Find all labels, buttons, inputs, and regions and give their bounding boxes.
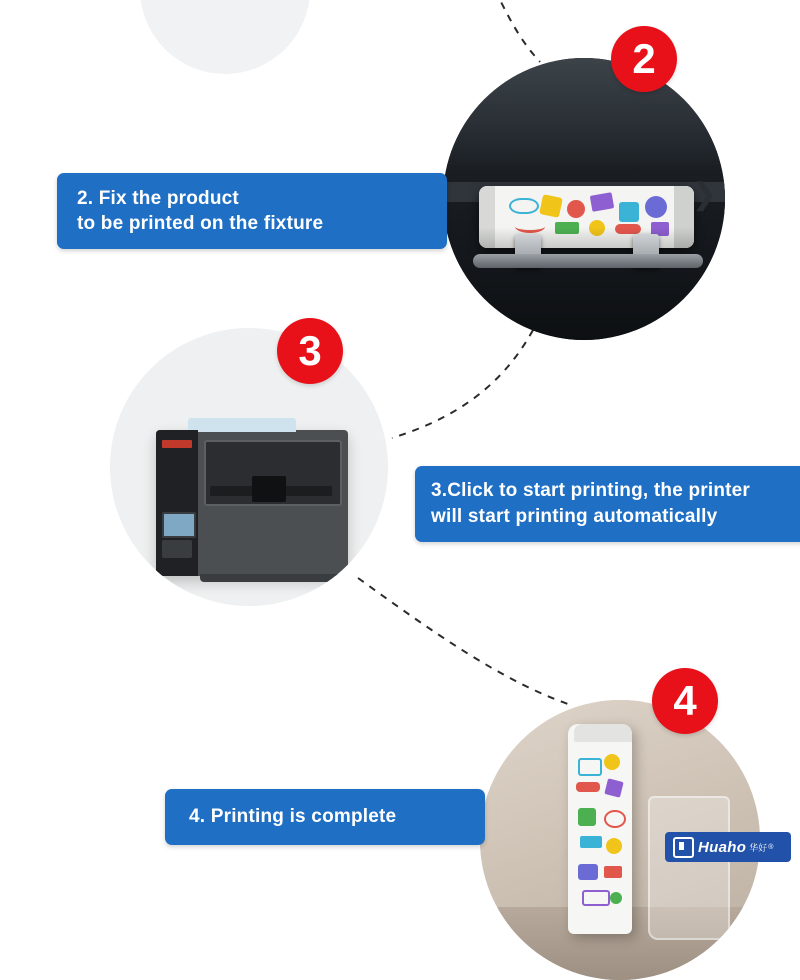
logo-registered-mark: ®: [768, 843, 774, 851]
step-badge-3: 3: [277, 318, 343, 384]
connector-2-to-3: [392, 330, 533, 438]
brand-logo: [665, 832, 791, 862]
finished-printed-bottle: [568, 724, 632, 934]
step-caption-4: [165, 789, 485, 845]
logo-brand-name: Huaho: [698, 838, 747, 856]
connector-1-to-2: [495, 0, 540, 62]
logo-mark-icon: [673, 837, 694, 858]
step-caption-3-line1: 3.Click to start printing, the printer: [431, 480, 751, 501]
photo-circle-step-1: [140, 0, 310, 74]
step-caption-3-line2: will start printing automatically: [431, 506, 718, 527]
logo-brand-name-cn: 华好: [749, 842, 768, 853]
connector-3-to-4: [358, 578, 568, 704]
step-badge-4: 4: [652, 668, 718, 734]
step-caption-4-line1: 4. Printing is complete: [189, 806, 397, 827]
glass-object: [648, 796, 730, 940]
step-caption-2-line2: to be printed on the fixture: [77, 213, 324, 234]
step-caption-3: [415, 466, 800, 542]
step-caption-2-line1: 2. Fix the product: [77, 188, 239, 209]
printer-machine: [156, 430, 348, 576]
photo-circle-step-3: [110, 328, 388, 606]
fixture-rod: [473, 254, 703, 268]
printed-bottle-in-fixture: [479, 186, 694, 248]
step-badge-2: 2: [611, 26, 677, 92]
chevron-right-icon: ❯: [691, 178, 717, 211]
step-caption-2: [57, 173, 447, 249]
photo-circle-step-2: [443, 58, 725, 340]
